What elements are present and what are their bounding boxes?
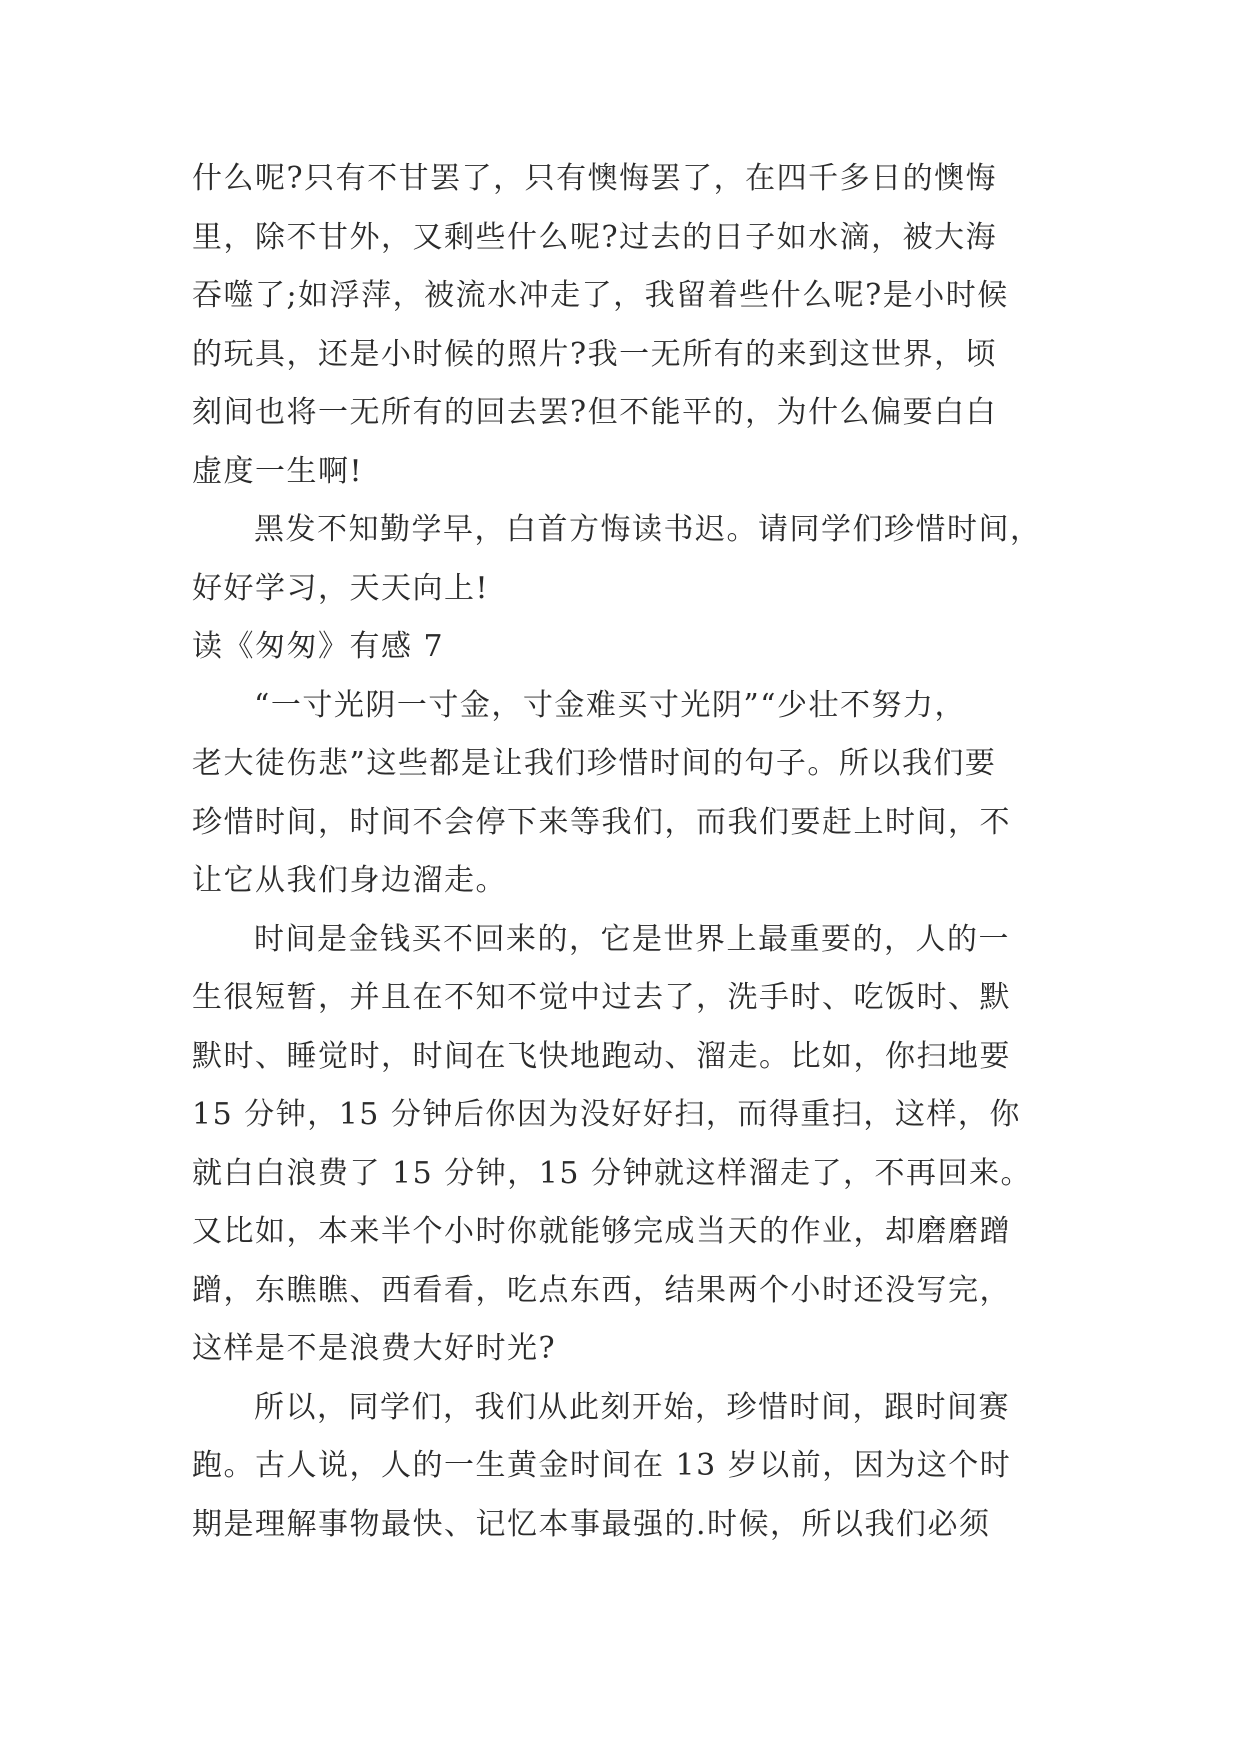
text-line: 时间是金钱买不回来的，它是世界上最重要的，人的一: [254, 921, 1010, 957]
text-line: 又比如，本来半个小时你就能够完成当天的作业，却磨磨蹭: [192, 1214, 1011, 1249]
text-line: 什么呢?只有不甘罢了，只有懊悔罢了，在四千多日的懊悔: [192, 161, 998, 196]
text-line: “一寸光阴一寸金，寸金难买寸光阴”“少壮不努力，: [254, 687, 967, 723]
text-line: 珍惜时间，时间不会停下来等我们，而我们要赶上时间，不: [192, 804, 1011, 840]
text-line: 蹭，东瞧瞧、西看看，吃点东西，结果两个小时还没写完，: [192, 1272, 1011, 1308]
section-heading: 读《匆匆》有感 7: [192, 629, 445, 664]
text-line: 的玩具，还是小时候的照片?我一无所有的来到这世界，顷: [192, 336, 998, 372]
text-line: 所以，同学们，我们从此刻开始，珍惜时间，跟时间赛: [254, 1389, 1010, 1425]
text-line: 虚度一生啊!: [192, 453, 364, 489]
text-line: 这样是不是浪费大好时光?: [192, 1331, 557, 1366]
text-line: 生很短暂，并且在不知不觉中过去了，洗手时、吃饭时、默: [192, 980, 1011, 1015]
text-line: 跑。古人说，人的一生黄金时间在 13 岁以前，因为这个时: [192, 1448, 1012, 1483]
text-line: 15 分钟，15 分钟后你因为没好好扫，而得重扫，这样，你: [192, 1097, 1021, 1132]
text-line: 好好学习，天天向上!: [192, 570, 490, 606]
text-line: 老大徒伤悲”这些都是让我们珍惜时间的句子。所以我们要: [192, 746, 997, 781]
text-line: 期是理解事物最快、记忆本事最强的.时候，所以我们必须: [192, 1506, 991, 1542]
text-line: 默时、睡觉时，时间在飞快地跑动、溜走。比如，你扫地要: [192, 1038, 1011, 1074]
text-line: 黑发不知勤学早，白首方悔读书迟。请同学们珍惜时间，: [254, 512, 1042, 547]
text-line: 让它从我们身边溜走。: [192, 863, 507, 898]
text-line: 吞噬了;如浮萍，被流水冲走了，我留着些什么呢?是小时候: [192, 278, 1009, 313]
text-line: 刻间也将一无所有的回去罢?但不能平的，为什么偏要白白: [192, 395, 998, 430]
text-line: 就白白浪费了 15 分钟，15 分钟就这样溜走了，不再回来。: [192, 1155, 1032, 1191]
text-line: 里，除不甘外，又剩些什么呢?过去的日子如水滴，被大海: [192, 219, 998, 255]
document-page: [192, 150, 1052, 1554]
